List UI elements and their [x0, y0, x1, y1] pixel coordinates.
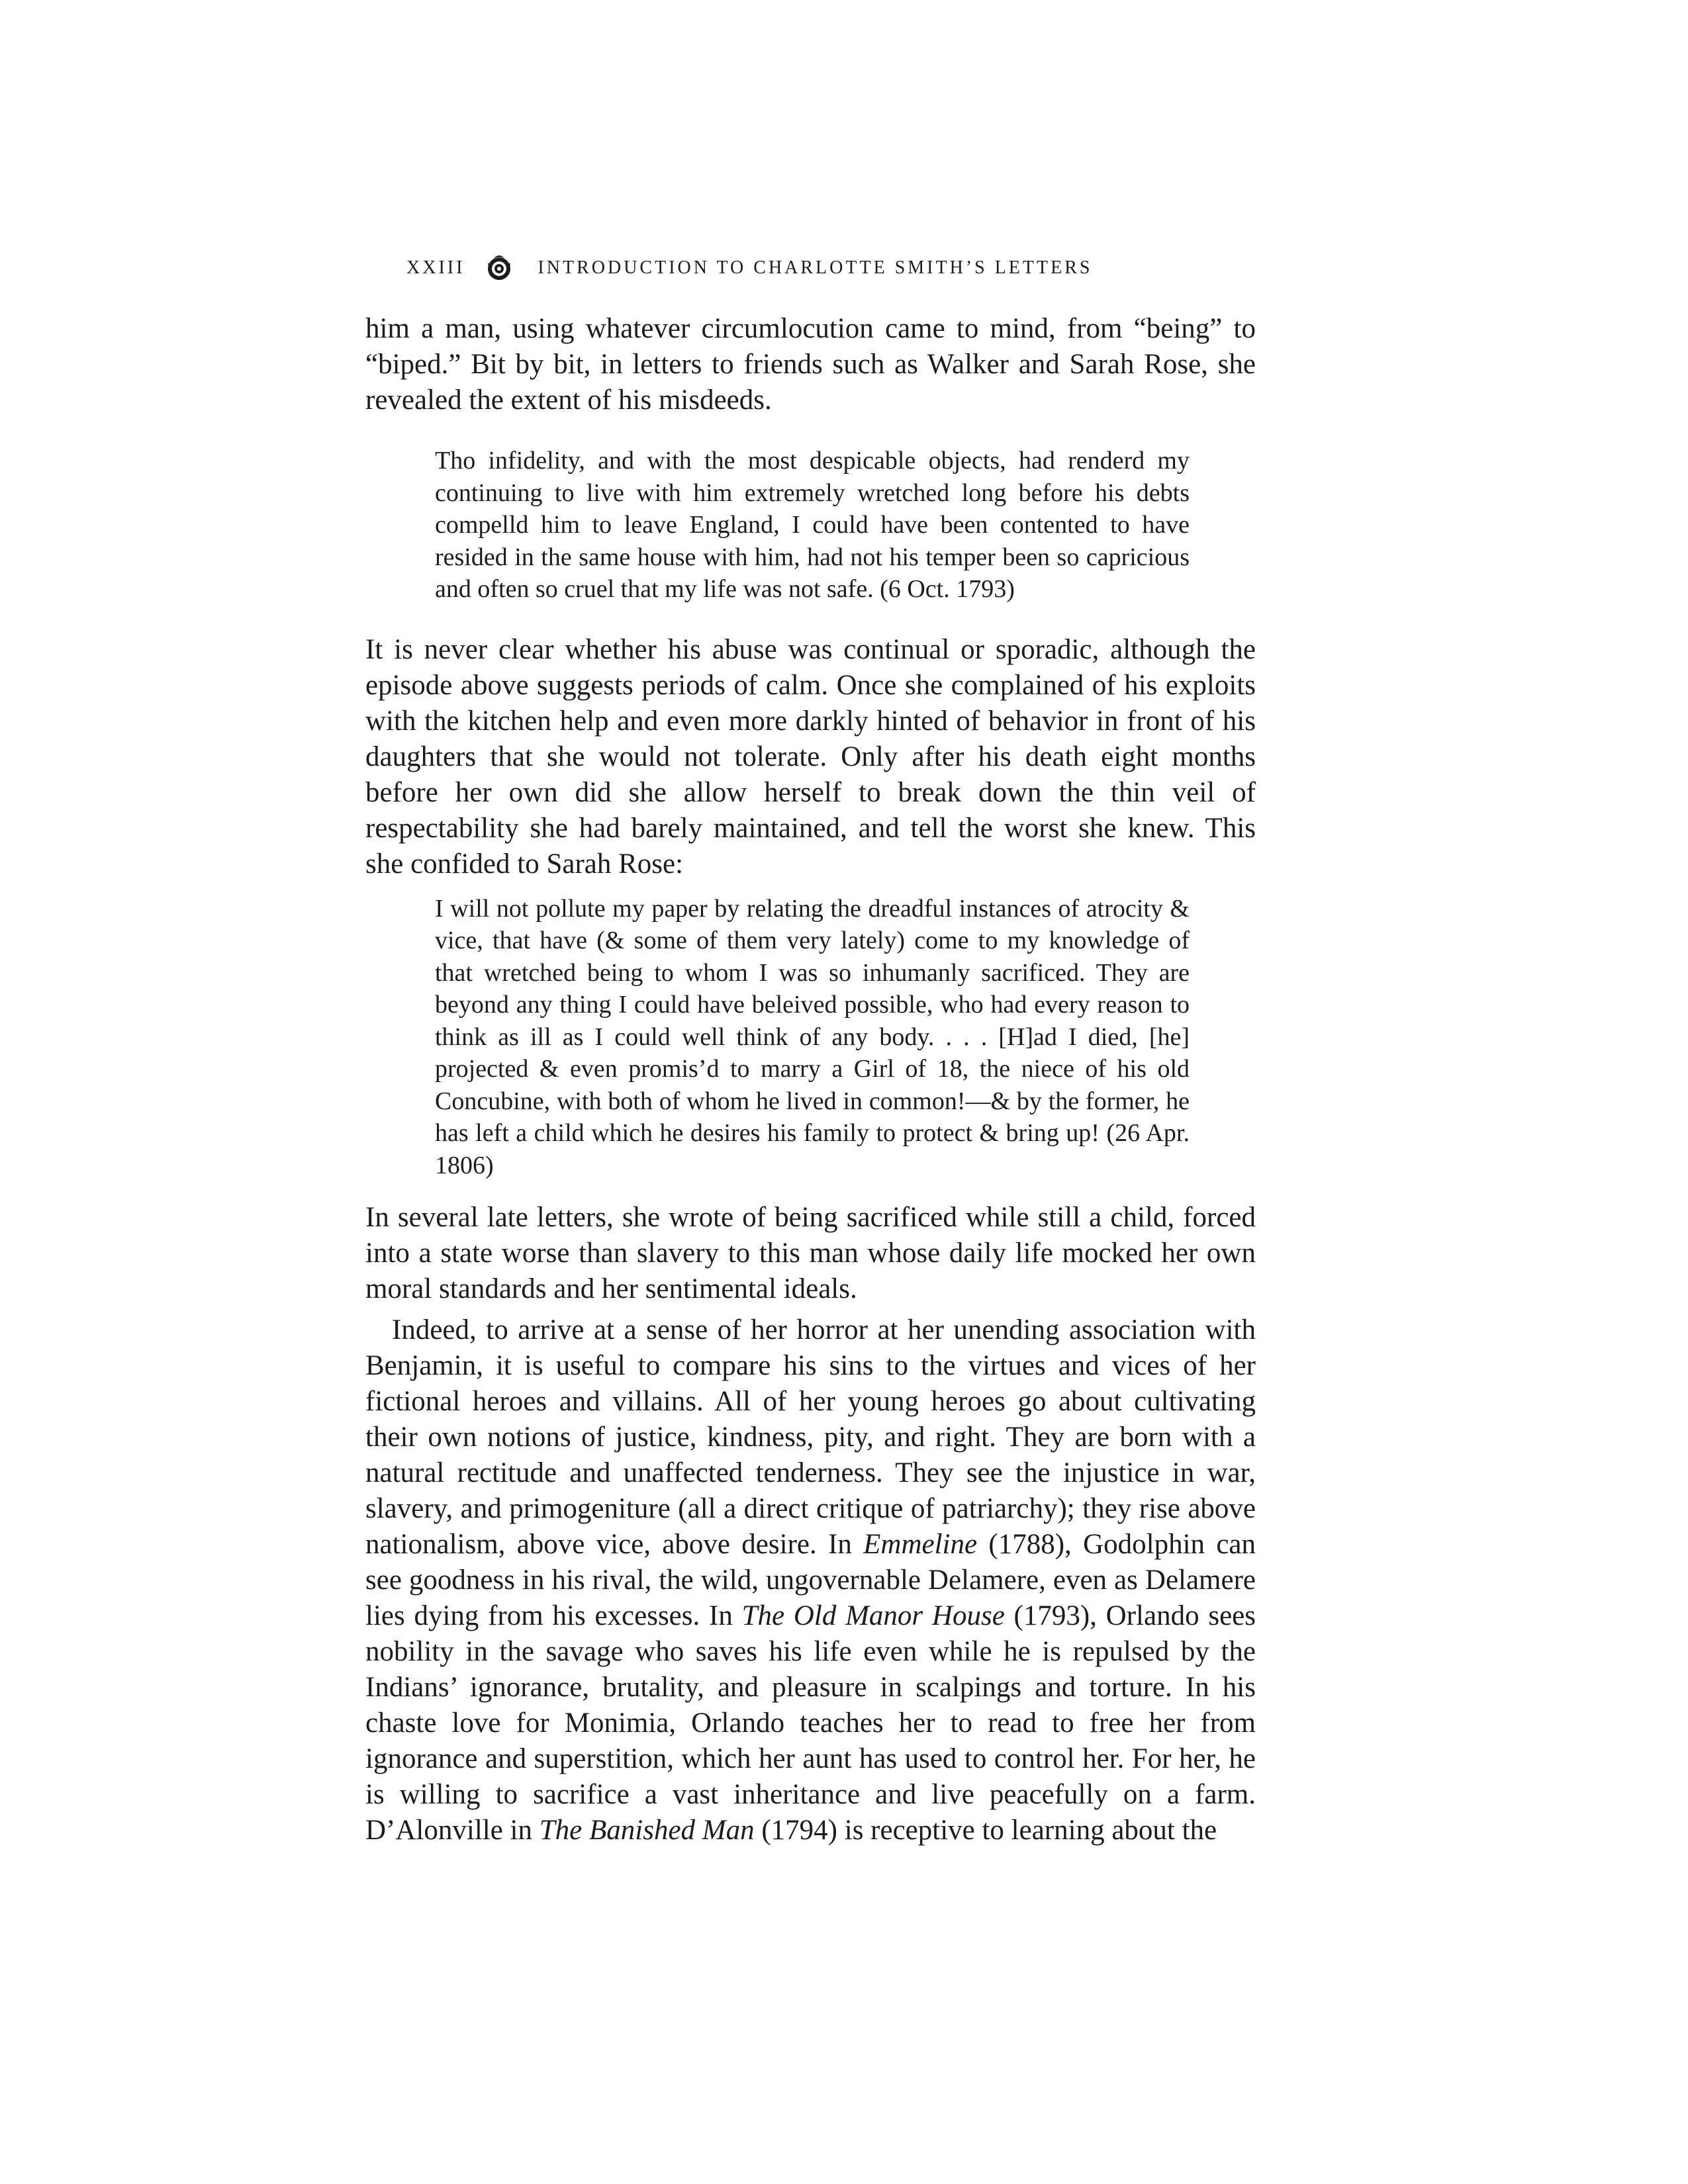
paragraph-text: (1793), Orlando sees nobility in the savage who saves his life even while he is repulsed by the Indians’ ignorance, brutality, and pleasure in scalpings and torture. In his chaste love for Monimia, Orlando teaches her to read to free her from ignorance and superstition, which her aunt has used to control her. For her, he is willing to sacrifice a vast inheritance and live peacefully on a farm. D’Alonville in: [365, 1600, 1256, 1846]
running-head: [406, 245, 1092, 291]
floral-ornament-icon: [485, 253, 514, 283]
paragraph: It is never clear whether his abuse was continual or sporadic, although the episode above suggests periods of calm. Once she complained of his exploits with the kitchen help and even more darkly hinted of behavior in front of his daughters that she would not tolerate. Only after his death eight months before her own did she allow herself to break down the thin veil of respectability she had barely maintained, and tell the worst she knew. This she confided to Sarah Rose:: [365, 633, 1256, 880]
paragraph: In several late letters, she wrote of being sacrificed while still a child, forced into a state worse than slavery to this man whose daily life mocked her own moral standards and her sentimental ideals.: [365, 1202, 1256, 1304]
book-title: The Banished Man: [539, 1815, 755, 1846]
paragraph: him a man, using whatever circumlocution came to mind, from “being” to “biped.” Bit by bit, in letters to friends such as Walker and Sarah Rose, she revealed the extent of his misdeeds.: [365, 313, 1256, 416]
paragraph: [365, 1312, 1256, 1848]
paragraph-text: (1788), Godolphin can see goodness in his rival, the wild, ungovernable Delamere, even as Delamere lies dying from his excesses. In: [365, 1529, 1256, 1631]
book-title: Emmeline: [863, 1529, 978, 1560]
body-text: [365, 311, 1256, 1848]
block-quote: Tho infidelity, and with the most despicable objects, had renderd my continuing to live with him extremely wretched long before his debts compelld him to leave England, I could have been contented to have resided in the same house with him, had not his temper been so capricious and often so cruel that my life was not safe. (6 Oct. 1793): [435, 447, 1190, 603]
page-number: XXIII: [406, 257, 465, 278]
running-title: INTRODUCTION TO CHARLOTTE SMITH’S LETTERS: [538, 257, 1093, 278]
book-title: The Old Manor House: [741, 1600, 1005, 1631]
paragraph-text: Indeed, to arrive at a sense of her horror at her unending association with Benjamin, it is useful to compare his sins to the virtues and vices of her fictional heroes and villains. All of her young heroes go about cultivating their own notions of justice, kindness, pity, and right. They are born with a natural rectitude and unaffected tenderness. They see the injustice in war, slavery, and primogeniture (all a direct critique of patriarchy); they rise above nationalism, above vice, above desire. In: [365, 1314, 1256, 1560]
block-quote: I will not pollute my paper by relating the dreadful instances of atrocity & vice, that have (& some of them very lately) come to my knowledge of that wretched being to whom I was so inhumanly sacrificed. They are beyond any thing I could have beleived possible, who had every reason to think as ill as I could well think of any body. . . . [H]ad I died, [he] projected & even promis’d to marry a Girl of 18, the niece of his old Concubine, with both of whom he lived in common!—& by the former, he has left a child which he desires his family to protect & bring up! (26 Apr. 1806): [435, 894, 1190, 1179]
paragraph-text: (1794) is receptive to learning about the: [754, 1815, 1217, 1846]
